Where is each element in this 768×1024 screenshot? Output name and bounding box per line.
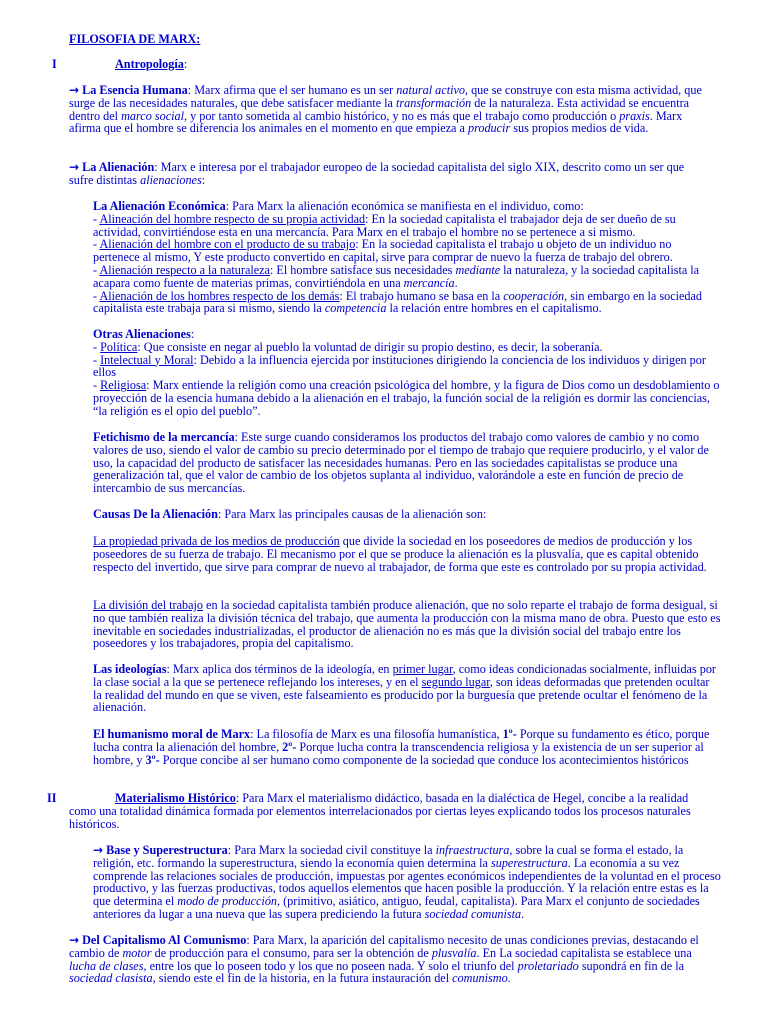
emphasis: motor — [122, 945, 152, 960]
propiedad-privada-label: La propiedad privada de los medios de producción — [93, 534, 340, 548]
text: : Marx e interesa por el trabajador europeo de la sociedad capitalista del siglo XIX, descrito como un ser que sufre distintas — [69, 160, 685, 187]
causas-paragraph — [93, 508, 721, 521]
humanismo-paragraph — [93, 728, 721, 766]
fetichismo-label: Fetichismo de la mercancía — [93, 430, 235, 444]
text: : — [190, 327, 195, 341]
esencia-humana-label: La Esencia Humana — [82, 83, 188, 97]
text: , entre los que lo poseen todo y los que no poseen nada. Y solo el triunfo del — [143, 958, 518, 973]
arrow-right-icon: → — [69, 933, 80, 947]
underline-text: primer lugar — [392, 662, 453, 676]
dash: - — [93, 378, 101, 393]
emphasis: mediante — [455, 262, 501, 277]
list-item — [93, 379, 721, 417]
dash: - — [93, 237, 100, 252]
underline-text: segundo lugar — [421, 674, 490, 689]
ideologias-paragraph — [93, 663, 721, 714]
capitalismo-comunismo-label: Del Capitalismo Al Comunismo — [82, 933, 247, 947]
item-label: Alienación respecto a la naturaleza — [99, 262, 270, 277]
text: : En la sociedad capitalista el trabajador deja de ser dueño de su actividad, convirtiéndose esta en una mercancía. Para Marx en el trabajo el hombre no se pertenece a si mismo. — [93, 211, 676, 239]
text: la relación entre hombres en el capitalismo. — [386, 301, 602, 316]
text: , sobre la cual se forma el estado, la religión, etc. formando la superestructura, siendo la economía quien determina la — [93, 843, 684, 870]
text: : Para Marx las principales causas de la alienación son: — [217, 507, 487, 521]
text: . — [454, 275, 458, 290]
ideologias-label: Las ideologías — [93, 662, 167, 676]
text: : Para Marx, la aparición del capitalismo necesito de unas condiciones previas, destacando el cambio de — [69, 933, 699, 960]
text: . En La sociedad capitalista se establece una — [476, 945, 692, 960]
text: . — [507, 971, 511, 986]
emphasis: mercancía — [403, 275, 455, 290]
item-label: Intelectual y Moral — [100, 352, 194, 367]
ordinal: 3º- — [145, 752, 160, 767]
list-item — [93, 354, 721, 380]
emphasis: transformación — [396, 95, 472, 110]
base-superestructura-label: Base y Superestructura — [106, 843, 228, 857]
list-item — [93, 213, 721, 239]
text: : En la sociedad capitalista el trabajo u objeto de un individuo no pertenece al mismo, Y este producto convertido en capital, sirve para comprar de nuevo la fuerza de trabajo del obrero. — [93, 237, 673, 265]
division-trabajo-label: La división del trabajo — [93, 598, 203, 612]
text: , que se construye con esta misma actividad, que surge de las necesidades naturales, que debe satisfacer mediante la — [69, 83, 702, 110]
list-item — [93, 238, 721, 264]
emphasis: modo de producción — [177, 894, 278, 909]
text: de la naturaleza. Esta actividad se encuentra dentro del — [69, 95, 690, 123]
text: la naturaleza, y la sociedad capitalista la acapara como fuente de materias primas, convirtiéndola en una — [93, 262, 700, 290]
emphasis: lucha de clases — [69, 958, 144, 973]
text: : La filosofía de Marx es una filosofía humanística, — [250, 727, 503, 741]
propiedad-privada-paragraph — [93, 535, 721, 573]
text: , y por tanto sometida al cambio histórico, y no es más que el trabajo como producción o — [183, 108, 620, 123]
item-label: Alienación del hombre con el producto de su trabajo — [99, 237, 356, 252]
emphasis: cooperación — [503, 288, 565, 303]
ordinal: 2º- — [282, 739, 297, 754]
otras-alienaciones-label: Otras Alienaciones — [93, 327, 191, 341]
fetichismo-paragraph — [93, 431, 721, 495]
text: , siendo este el fin de la historia, en la futura instauración del — [152, 971, 453, 986]
section-1-heading-text: Antropología — [115, 57, 184, 71]
text: de producción para el consumo, para ser la obtención de — [151, 945, 432, 960]
text: Porque su fundamento es ético, porque lucha contra la alienación del hombre, — [93, 727, 710, 754]
text: : — [201, 172, 206, 187]
text: : Este surge cuando consideramos los productos del trabajo como valores de cambio y no como valores de uso, siendo el valor de cambio su precio determinado por el tiempo de trabajo que requiere producirlo, y el valor de uso, la capacidad del producto de satisfacer las necesidades humanas. Pero en las sociedades capitalistas se produce una generalización tal, que el valor de cambio de los objetos suplanta al individuo, valorándole a este en función de precio de intercambio de sus mercancías. — [93, 430, 709, 496]
arrow-right-icon: → — [69, 160, 80, 174]
causas-label: Causas De la Alienación — [93, 507, 218, 521]
list-item — [93, 264, 721, 290]
section-1-numeral: I — [52, 57, 57, 71]
text: : Marx afirma que el ser humano es un ser — [187, 83, 397, 97]
alienacion-economica-label: La Alienación Económica — [93, 199, 226, 213]
text: : Que consiste en negar al pueblo la voluntad de dirigir su propio destino, es decir, la soberanía. — [137, 339, 603, 354]
arrow-right-icon: → — [69, 83, 80, 97]
dash: - — [93, 352, 101, 367]
dash: - — [93, 211, 100, 226]
text: en la sociedad capitalista también produce alienación, que no solo reparte el trabajo de forma desigual, si no que también realiza la división técnica del trabajo, que aumenta la producción con la misma mano de obra. Puesto que esto es inevitable en sociedades industrializadas, el productor de alienación no es más que la división social del trabajo entre los poseedores y los trabajadores, propia del capitalismo. — [93, 598, 721, 651]
text: : Para Marx el materialismo didáctico, basada en la dialéctica de Hegel, concibe a la realidad como una totalidad dinámica formada por elementos interrelacionados por ciertas leyes explicando todos los procesos naturales históricos. — [69, 791, 691, 831]
list-item — [93, 290, 721, 316]
dash: - — [93, 288, 100, 303]
alienacion-economica-block — [93, 200, 721, 315]
item-label: Alienación de los hombres respecto de los demás — [99, 288, 340, 303]
section-1-heading — [115, 58, 187, 71]
dash: - — [93, 262, 100, 277]
text: , como ideas condicionadas socialmente, influidas por la clase social a la que se pertenece reflejando los intereses, y en el — [93, 662, 716, 689]
text: supondrá en fin de la — [578, 958, 685, 973]
emphasis: competencia — [324, 301, 387, 316]
text: , (primitivo, asiático, antiguo, feudal, capitalista). Para Marx el conjunto de sociedades anteriores da lugar a una nueva que las supera prediciendo la futura — [93, 894, 700, 921]
dash: - — [93, 339, 101, 354]
alienacion-label: La Alienación — [82, 160, 155, 174]
emphasis: comunismo — [452, 971, 508, 986]
emphasis: plusvalía — [431, 945, 477, 960]
capitalismo-comunismo-paragraph — [69, 934, 709, 985]
otras-alienaciones-block — [93, 328, 721, 418]
esencia-humana-paragraph — [69, 84, 709, 135]
section-1-heading-colon: : — [183, 57, 188, 71]
document-title: FILOSOFIA DE MARX: — [69, 32, 201, 46]
text: . La economía a su vez comprende las relaciones sociales de producción, impuestas por agentes económicos independientes de la voluntad en el proceso productivo, y las fuerzas productivas, todos aquellos elementos que hacen posible la producción. Y la relación entre estas es la que determina el — [93, 855, 721, 909]
text: : Marx aplica dos términos de la ideología, en — [166, 662, 393, 676]
humanismo-label: El humanismo moral de Marx — [93, 727, 251, 741]
base-superestructura-paragraph — [93, 844, 721, 921]
text: : Para Marx la alienación económica se manifiesta en el individuo, como: — [225, 199, 584, 213]
emphasis: natural activo — [396, 83, 465, 97]
item-label: Religiosa — [100, 378, 147, 393]
text: , sin embargo en la sociedad capitalista este trabaja para si mismo, siendo la — [93, 288, 702, 316]
division-trabajo-paragraph — [93, 599, 721, 650]
text: Porque concibe al ser humano como componente de la sociedad que conduce los acontecimientos históricos — [159, 752, 689, 767]
text: . — [521, 906, 525, 921]
text: Porque lucha contra la transcendencia religiosa y la existencia de un ser superior al hombre, y — [93, 739, 704, 767]
emphasis: marco social — [121, 108, 184, 123]
text: , son ideas deformadas que pretenden ocultar la realidad del mundo en que se viven, este falseamiento es producido por la burguesía que pretende ocultar el fenómeno de la alienación. — [93, 674, 710, 715]
emphasis: proletariado — [517, 958, 579, 973]
alienacion-paragraph — [69, 161, 709, 187]
emphasis: alienaciones — [140, 172, 202, 187]
text: sus propios medios de vida. — [510, 121, 649, 136]
emphasis: producir — [467, 121, 511, 136]
text: : Debido a la influencia ejercida por instituciones dirigiendo la conciencia de los individuos y dirigen por ellos — [93, 352, 706, 380]
emphasis: praxis — [619, 108, 650, 123]
materialismo-paragraph — [69, 792, 709, 830]
text: : Marx entiende la religión como una creación psicológica del hombre, y la figura de Dios como un desdoblamiento o proyección de la esencia humana debido a la alienación en el trabajo, la función social de la religión es dormir las conciencias, “la religión es el opio del pueblo”. — [93, 378, 720, 418]
emphasis: superestructura — [490, 855, 568, 870]
item-label: Política — [100, 339, 138, 354]
text: : Para Marx la sociedad civil constituye la — [227, 843, 436, 857]
text: . Marx afirma que el hombre se diferencia los animales en el momento en que empieza a — [69, 108, 683, 136]
emphasis: infraestructura — [435, 843, 510, 857]
emphasis: sociedad clasista — [69, 971, 153, 986]
text: : El trabajo humano se basa en la — [339, 288, 504, 303]
text: que divide la sociedad en los poseedores de medios de producción y los poseedores de su fuerza de trabajo. El mecanismo por el que se produce la alienación es la plusvalía, que es capital obtenido respecto del invertido, que sirve para comprar de nuevo al trabajador, de forma que este es controlado por su propia actividad. — [93, 534, 707, 574]
item-label: Alineación del hombre respecto de su propia actividad — [99, 211, 366, 226]
arrow-right-icon: → — [93, 843, 104, 857]
section-2-numeral: II — [47, 791, 57, 805]
section-2-heading: Materialismo Histórico — [115, 791, 236, 805]
text: : El hombre satisface sus necesidades — [269, 262, 456, 277]
emphasis: sociedad comunista — [424, 906, 522, 921]
ordinal: 1º- — [502, 727, 517, 741]
